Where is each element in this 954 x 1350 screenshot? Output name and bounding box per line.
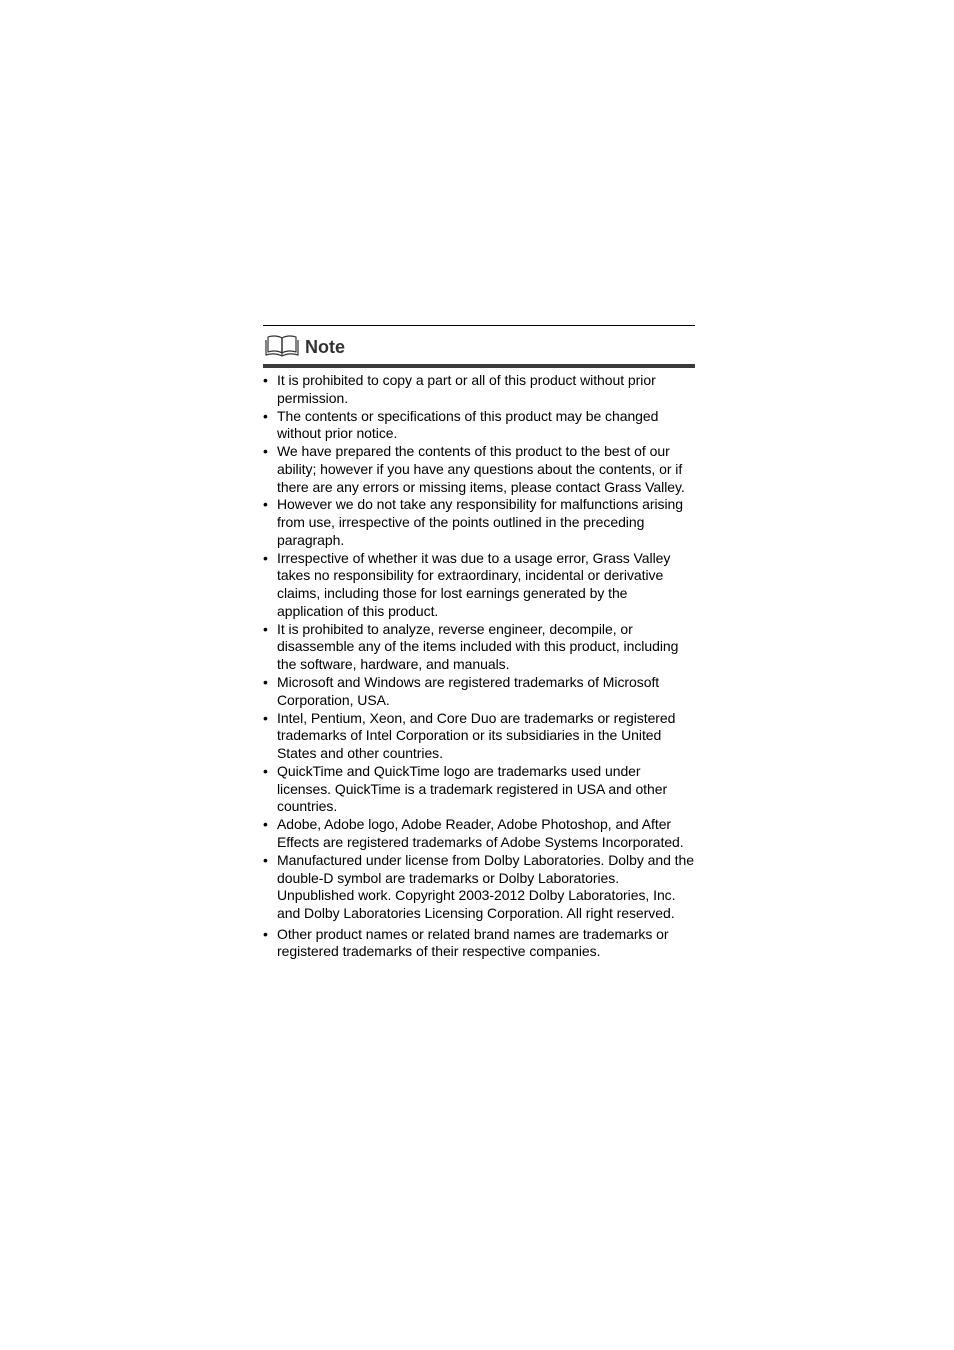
header-divider bbox=[263, 364, 695, 368]
bullet-icon: • bbox=[263, 372, 268, 388]
list-item: • Other product names or related brand names are trademarks or registered trademarks of their respective companies. bbox=[263, 925, 669, 960]
bullet-icon: • bbox=[263, 496, 268, 513]
list-item: • It is prohibited to copy a part or all of this product without prior permission. bbox=[263, 372, 656, 406]
list-item: • QuickTime and QuickTime logo are trademarks used under licenses. QuickTime is a trademark registered in USA and other countries. bbox=[263, 762, 668, 815]
list-item: • Irrespective of whether it was due to a usage error, Grass Valley takes no responsibility for extraordinary, incidental or derivative claims, including those for lost earnings generated by the application of this product. bbox=[263, 549, 671, 619]
list-item: • Manufactured under license from Dolby Laboratories. Dolby and the double-D symbol are trademarks or Dolby Laboratories. Unpublished work. Copyright 2003-2012 Dolby Laboratories, Inc. and Dolby Laboratories Licensing Corporation. All right reserved. bbox=[263, 851, 694, 921]
bullet-icon: • bbox=[263, 762, 268, 779]
bullet-icon: • bbox=[263, 816, 268, 833]
note-title: Note bbox=[305, 337, 345, 357]
list-item: • Microsoft and Windows are registered trademarks of Microsoft Corporation, USA. bbox=[263, 674, 660, 708]
list-item: • The contents or specifications of this product may be changed without prior notice. bbox=[263, 407, 659, 442]
list-item: • However we do not take any responsibility for malfunctions arising from use, irrespective of the points outlined in the preceding paragraph. bbox=[263, 496, 684, 548]
note-list bbox=[263, 372, 695, 961]
bullet-icon: • bbox=[263, 443, 268, 460]
bullet-icon: • bbox=[263, 407, 268, 424]
list-item: • It is prohibited to analyze, reverse engineer, decompile, or disassemble any of the items included with this product, including the software, hardware, and manuals. bbox=[263, 620, 679, 673]
bullet-icon: • bbox=[263, 620, 268, 637]
top-divider bbox=[263, 325, 695, 326]
note-header bbox=[263, 328, 695, 364]
book-icon bbox=[265, 333, 299, 359]
note-box bbox=[263, 325, 695, 961]
bullet-icon: • bbox=[263, 674, 268, 691]
bullet-icon: • bbox=[263, 709, 268, 726]
bullet-icon: • bbox=[263, 549, 268, 566]
list-item: • Adobe, Adobe logo, Adobe Reader, Adobe Photoshop, and After Effects are registered trademarks of Adobe Systems Incorporated. bbox=[263, 816, 684, 850]
list-item: • Intel, Pentium, Xeon, and Core Duo are trademarks or registered trademarks of Intel Corporation or its subsidiaries in the United States and other countries. bbox=[263, 709, 676, 762]
list-item: • We have prepared the contents of this product to the best of our ability; however if you have any questions about the contents, or if there are any errors or missing items, please contact Grass Valley. bbox=[263, 443, 685, 495]
bullet-icon: • bbox=[263, 851, 268, 868]
bullet-icon: • bbox=[263, 925, 268, 942]
